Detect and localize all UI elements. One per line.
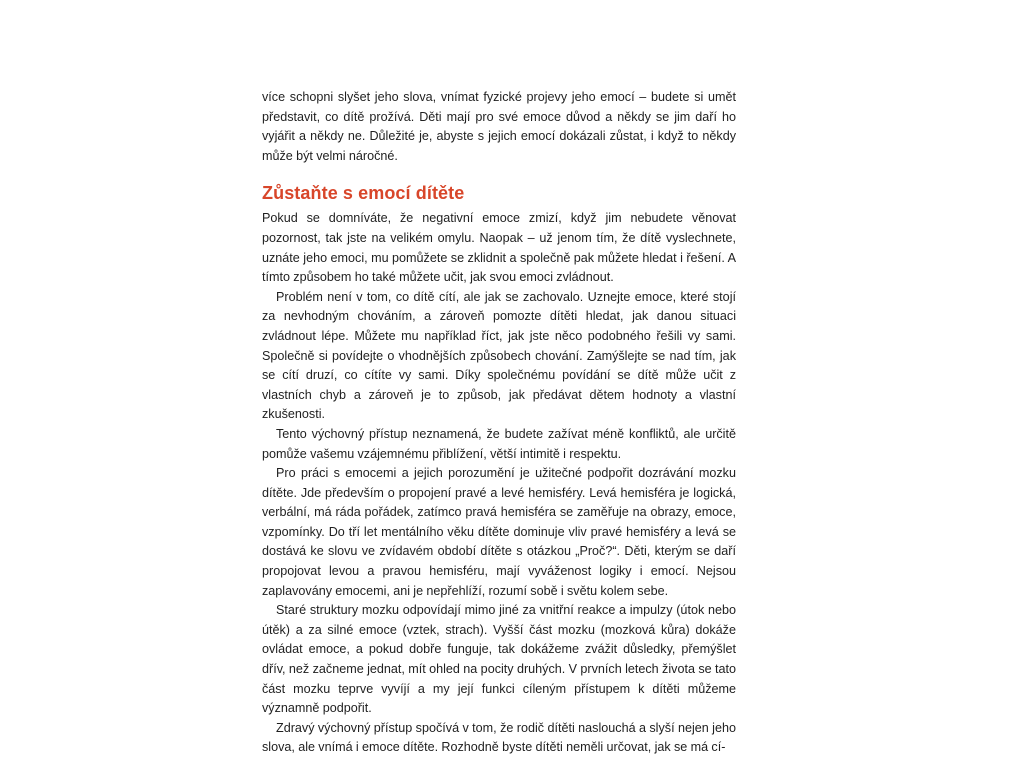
body-paragraph: Staré struktury mozku odpovídají mimo jiné za vnitřní reakce a impulzy (útok nebo útěk) a za silné emoce (vztek, strach). Vyšší část mozku (mozková kůra) dokáže ovládat emoce, a pokud dobře funguje, tak dokážeme zvážit důsledky, přemýšlet dřív, než začneme jednat, mít ohled na pocity druhých. V prvních letech života se tato část mozku teprve vyvíjí a my její funkci cíleným přístupem k dítěti můžeme významně podpořit.: [262, 603, 736, 716]
body-paragraph: Tento výchovný přístup neznamená, že budete zažívat méně konfliktů, ale určitě pomůže vašemu vzájemnému přiblížení, větší intimitě i respektu.: [262, 426, 736, 461]
intro-paragraph: více schopni slyšet jeho slova, vnímat fyzické projevy jeho emocí – budete si umět představit, co dítě prožívá. Děti mají pro své emoce důvod a někdy se jim daří ho vyjářit a někdy ne. Důležité je, abyste s jejich emocí dokázali zůstat, i když to někdy může být velmi náročné.: [262, 90, 736, 163]
body-paragraph: Pro práci s emocemi a jejich porozumění je užitečné podpořit dozrávání mozku dítěte. Jde především o propojení pravé a levé hemisféry. Levá hemisféra je logická, verbální, má ráda pořádek, zatímco pravá hemisféra se zaměřuje na obrazy, emoce, vzpomínky. Do tří let mentálního věku dítěte dominuje vliv pravé hemisféry a levá se dostává ke slovu ve zvídavém období dítěte s otázkou „Proč?“. Děti, kterým se daří propojovat levou a pravou hemisféru, mají vyváženost logiky i emocí. Nejsou zaplavovány emocemi, ani je nepřehlíží, rozumí sobě i světu kolem sebe.: [262, 466, 736, 598]
section-heading: Zůstaňte s emocí dítěte: [262, 183, 465, 204]
body-paragraph: Pokud se domníváte, že negativní emoce zmizí, když jim nebudete věnovat pozornost, tak jste na velikém omylu. Naopak – už jenom tím, že dítě vyslechnete, uznáte jeho emoci, mu pomůžete se zklidnit a společně pak můžete hledat i řešení. A tímto způsobem ho také můžete učit, jak svou emoci zvládnout.: [262, 211, 736, 285]
body-paragraph: Zdravý výchovný přístup spočívá v tom, že rodič dítěti naslouchá a slyší nejen jeho slova, ale vnímá i emoce dítěte. Rozhodně byste dítěti neměli určovat, jak se má cí-: [262, 720, 736, 755]
book-page: [262, 88, 736, 758]
body-paragraph: Problém není v tom, co dítě cítí, ale jak se zachovalo. Uznejte emoce, které stojí za nevhodným chováním, a zároveň pomozte dítěti hledat, jak danou situaci zvládnout lépe. Můžete mu například říct, jak jste něco podobného řešili vy sami. Společně si povídejte o vhodnějších způsobech chování. Zamýšlejte se nad tím, jak se cítí druzí, co cítíte vy sami. Díky společnému povídání se dítě může učit z vlastních chyb a zároveň je to způsob, jak předávat dětem hodnoty a vlastní zkušenosti.: [262, 289, 736, 422]
